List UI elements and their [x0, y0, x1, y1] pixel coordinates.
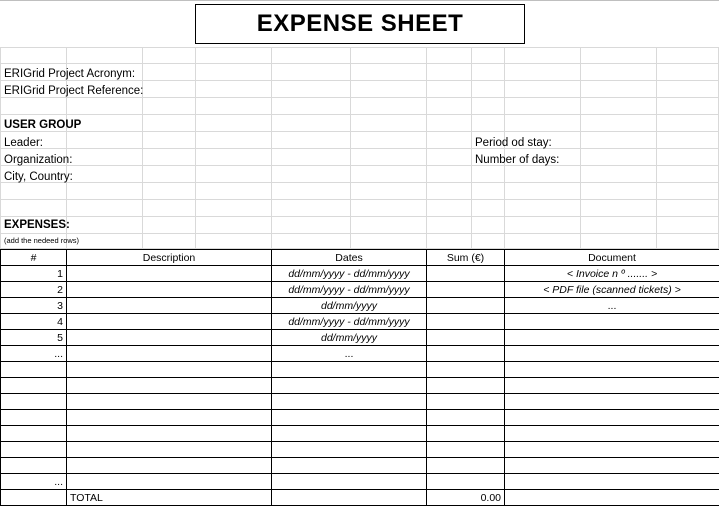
grid-line-v [471, 47, 472, 249]
row-number [1, 394, 67, 410]
grid-line-h [0, 63, 719, 64]
row-sum[interactable] [427, 282, 505, 298]
row-number [1, 458, 67, 474]
total-row-spacer [1, 490, 67, 506]
number-of-days-label: Number of days: [475, 154, 560, 166]
column-header-description: Description [67, 250, 272, 266]
row-number: 5 [1, 330, 67, 346]
row-document[interactable] [505, 394, 719, 410]
table-row[interactable] [1, 426, 719, 442]
row-dates[interactable]: dd/mm/yyyy [272, 298, 427, 314]
row-description[interactable] [67, 426, 272, 442]
row-dates[interactable]: ... [272, 346, 427, 362]
row-number [1, 410, 67, 426]
document-title: EXPENSE SHEET [256, 10, 464, 37]
row-sum[interactable] [427, 314, 505, 330]
grid-line-h [0, 216, 719, 217]
row-document[interactable] [505, 362, 719, 378]
row-sum[interactable] [427, 346, 505, 362]
row-description[interactable] [67, 442, 272, 458]
row-number [1, 378, 67, 394]
column-header-dates: Dates [272, 250, 427, 266]
grid-line-v [0, 47, 1, 249]
row-description[interactable] [67, 394, 272, 410]
row-dates[interactable] [272, 394, 427, 410]
table-row[interactable] [1, 442, 719, 458]
table-row[interactable] [1, 458, 719, 474]
city-country-label: City, Country: [4, 171, 73, 183]
row-document[interactable] [505, 378, 719, 394]
row-description[interactable] [67, 298, 272, 314]
row-sum[interactable] [427, 266, 505, 282]
project-acronym-label: ERIGrid Project Acronym: [4, 68, 136, 80]
total-label: TOTAL [67, 490, 272, 506]
table-row[interactable] [1, 410, 719, 426]
grid-line-v [195, 47, 196, 249]
row-document[interactable] [505, 442, 719, 458]
row-number [1, 362, 67, 378]
row-number [1, 442, 67, 458]
row-dates[interactable] [272, 426, 427, 442]
user-group-heading: USER GROUP [4, 119, 82, 131]
expenses-table-wrapper [0, 249, 719, 506]
table-row[interactable] [1, 298, 719, 314]
grid-line-v [426, 47, 427, 249]
row-number: 1 [1, 266, 67, 282]
column-header-document: Document [505, 250, 719, 266]
grid-line-h [0, 80, 719, 81]
row-description[interactable] [67, 330, 272, 346]
table-row[interactable] [1, 362, 719, 378]
grid-line-v [142, 47, 143, 249]
row-number: 3 [1, 298, 67, 314]
row-number: 4 [1, 314, 67, 330]
grid-line-h [0, 182, 719, 183]
row-dates[interactable] [272, 378, 427, 394]
row-sum[interactable] [427, 474, 505, 490]
row-sum[interactable] [427, 394, 505, 410]
row-sum[interactable] [427, 362, 505, 378]
table-row[interactable] [1, 266, 719, 282]
row-document[interactable] [505, 426, 719, 442]
row-document[interactable]: ... [505, 298, 719, 314]
expenses-table [0, 249, 719, 506]
row-dates[interactable]: dd/mm/yyyy - dd/mm/yyyy [272, 282, 427, 298]
row-number: ... [1, 346, 67, 362]
row-sum[interactable] [427, 442, 505, 458]
grid-line-h [0, 97, 719, 98]
row-description[interactable] [67, 314, 272, 330]
expenses-table-head [1, 250, 719, 266]
total-document-spacer [505, 490, 719, 506]
grid-line-v [656, 47, 657, 249]
row-number: ... [1, 474, 67, 490]
grid-line-h [0, 114, 719, 115]
organization-label: Organization: [4, 154, 73, 166]
row-dates[interactable]: dd/mm/yyyy [272, 330, 427, 346]
row-sum[interactable] [427, 410, 505, 426]
row-number [1, 426, 67, 442]
table-row[interactable] [1, 394, 719, 410]
row-dates[interactable] [272, 410, 427, 426]
expenses-note: (add the nedeed rows) [4, 236, 80, 245]
grid-line-h [0, 47, 719, 48]
row-description[interactable] [67, 458, 272, 474]
row-description[interactable] [67, 378, 272, 394]
row-description[interactable] [67, 266, 272, 282]
row-sum[interactable] [427, 298, 505, 314]
row-sum[interactable] [427, 458, 505, 474]
row-sum[interactable] [427, 426, 505, 442]
grid-line-v [271, 47, 272, 249]
expenses-heading: EXPENSES: [4, 219, 70, 231]
row-sum[interactable] [427, 378, 505, 394]
row-dates[interactable] [272, 474, 427, 490]
row-document[interactable] [505, 410, 719, 426]
grid-line-h [0, 199, 719, 200]
project-reference-label: ERIGrid Project Reference: [4, 85, 144, 97]
title-band [0, 0, 719, 47]
expenses-table-body [1, 266, 719, 506]
grid-line-v [350, 47, 351, 249]
grid-line-h [0, 233, 719, 234]
grid-line-v [580, 47, 581, 249]
row-description[interactable] [67, 362, 272, 378]
row-sum[interactable] [427, 330, 505, 346]
row-dates[interactable]: dd/mm/yyyy - dd/mm/yyyy [272, 266, 427, 282]
row-document[interactable] [505, 474, 719, 490]
total-dates-spacer [272, 490, 427, 506]
row-number: 2 [1, 282, 67, 298]
row-document[interactable]: < PDF file (scanned tickets) > [505, 282, 719, 298]
row-document[interactable]: < Invoice n º ....... > [505, 266, 719, 282]
table-header-row [1, 250, 719, 266]
period-of-stay-label: Period od stay: [475, 137, 552, 149]
row-dates[interactable] [272, 458, 427, 474]
row-description[interactable] [67, 346, 272, 362]
grid-line-h [0, 131, 719, 132]
grid-line-h [0, 148, 719, 149]
row-description[interactable] [67, 282, 272, 298]
table-total-row [1, 490, 719, 506]
grid-line-h [0, 165, 719, 166]
table-row[interactable] [1, 346, 719, 362]
row-document[interactable] [505, 314, 719, 330]
leader-label: Leader: [4, 137, 44, 149]
row-description[interactable] [67, 474, 272, 490]
table-row[interactable] [1, 282, 719, 298]
row-dates[interactable]: dd/mm/yyyy - dd/mm/yyyy [272, 314, 427, 330]
table-row[interactable] [1, 378, 719, 394]
total-value: 0.00 [427, 490, 505, 506]
table-row[interactable] [1, 330, 719, 346]
row-document[interactable] [505, 346, 719, 362]
row-dates[interactable] [272, 362, 427, 378]
table-row[interactable] [1, 314, 719, 330]
row-document[interactable] [505, 330, 719, 346]
document-title-box [195, 4, 525, 44]
row-dates[interactable] [272, 442, 427, 458]
column-header-number: # [1, 250, 67, 266]
table-row[interactable] [1, 474, 719, 490]
column-header-sum: Sum (€) [427, 250, 505, 266]
row-description[interactable] [67, 410, 272, 426]
row-document[interactable] [505, 458, 719, 474]
